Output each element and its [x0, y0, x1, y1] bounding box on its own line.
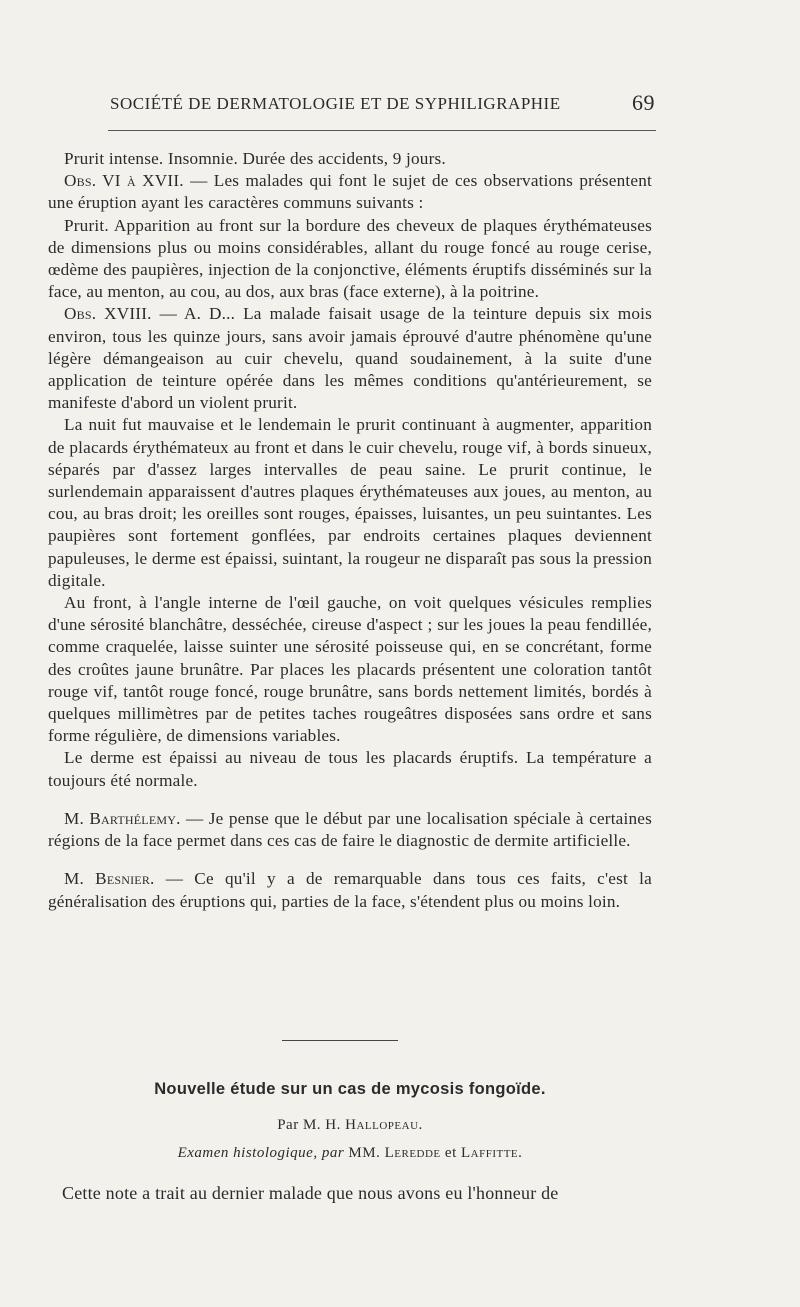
byline-histology-and: et	[440, 1145, 461, 1161]
paragraph-besnier	[48, 868, 652, 912]
byline-author: Hallopeau.	[345, 1117, 423, 1133]
speaker-name: Barthélemy.	[89, 808, 181, 828]
speaker-prefix: M.	[64, 808, 90, 828]
paragraph-text: — Je pense que le début par une localisation spéciale à certaines régions de la face permet dans ces cas de faire le diagnostic de dermite artificielle.	[48, 808, 652, 851]
paragraph-obs-6-17	[48, 170, 652, 214]
byline-prefix: Par M. H.	[277, 1117, 346, 1133]
section-first-line: Cette note a trait au dernier malade que nous avons eu l'honneur de	[62, 1183, 559, 1203]
obs-label: Obs. XVIII.	[64, 304, 152, 324]
obs-label: Obs. VI à XVII.	[64, 171, 184, 191]
header-rule	[108, 130, 656, 131]
paragraph-text: — A. D... La malade faisait usage de la teinture depuis six mois environ, tous les quinze jours, sans avoir jamais éprouvé d'autre phénomène qu'une légère démangeaison au cuir chevelu, quand soudainement, à la suite d'une application de teinture opérée dans les mêmes conditions qu'antérieurement, se manifeste d'abord un violent prurit.	[48, 304, 652, 413]
section-title: Nouvelle étude sur un cas de mycosis fongoïde.	[154, 1080, 546, 1098]
byline-histology-label: Examen histologique, par	[177, 1145, 345, 1161]
paragraph-text: — Ce qu'il y a de remarquable dans tous ces faits, c'est la généralisation des éruptions qui, parties de la face, s'étendent plus ou moins loin.	[48, 869, 652, 911]
paragraph-gap	[48, 792, 652, 808]
paragraph-night: La nuit fut mauvaise et le lendemain le prurit continuant à augmenter, apparition de placards érythémateux au front et dans le cuir chevelu, rouge vif, à bords sinueux, séparés par d'assez larges intervalles de peau saine. Le prurit continue, le surlendemain apparaissent d'autres plaques érythémateuses aux joues, au menton, au cou, au bras droit; les oreilles sont rouges, épaisses, luisantes, un peu suintantes. Les paupières sont fortement gonflées, par endroits certaines plaques deviennent papuleuses, le derme est épaissi, suintant, la rougeur ne disparaît pas sous la pression digitale.	[48, 415, 652, 590]
page-number: 69	[632, 90, 655, 115]
speaker-prefix: M.	[64, 869, 96, 889]
running-head	[110, 90, 655, 120]
paragraph-derme: Le derme est épaissi au niveau de tous les placards éruptifs. La température a toujours été normale.	[48, 748, 652, 790]
paragraph-text: — Les malades qui font le sujet de ces observations présentent une éruption ayant les caractères communs suivants :	[48, 171, 653, 213]
byline-histology-author-2: Laffitte.	[460, 1145, 523, 1161]
speaker-name: Besnier.	[95, 869, 155, 889]
running-title: SOCIÉTÉ DE DERMATOLOGIE ET DE SYPHILIGRAPHIE	[110, 94, 561, 113]
paragraph-barthelemy	[48, 808, 652, 852]
body-text	[48, 148, 652, 913]
paragraph-gap	[48, 852, 652, 868]
byline	[48, 1117, 652, 1134]
section-divider	[282, 1040, 398, 1041]
byline-histology-author-1: Leredde	[384, 1145, 441, 1161]
byline-histology	[48, 1145, 652, 1162]
paragraph-obs-18	[48, 303, 652, 414]
paragraph-front: Au front, à l'angle interne de l'œil gauche, on voit quelques vésicules remplies d'une sérosité blanchâtre, desséchée, cireuse d'aspect ; sur les joues la peau fendillée, comme craquelée, laisse suinter une sérosité poisseuse qui, en se concrétant, forme des croûtes jaune brunâtre. Par places les placards présentent une coloration tantôt rouge vif, tantôt rouge foncé, rouge brunâtre, sans bords nettement limités, bordés à quelques millimètres par de petites taches rougeâtres disposées sans ordre et sans forme régulière, de dimensions variables.	[48, 593, 652, 746]
paragraph-symptoms: Prurit. Apparition au front sur la bordure des cheveux de plaques érythémateuses de dimensions plus ou moins considérables, allant du rouge foncé au rouge cerise, œdème des paupières, injection de la conjonctive, éléments éruptifs disséminés sur la face, au menton, au cou, au dos, aux bras (face externe), à la poitrine.	[48, 215, 652, 302]
paragraph-prurit: Prurit intense. Insomnie. Durée des accidents, 9 jours.	[64, 149, 446, 168]
byline-histology-prefix: MM.	[344, 1145, 385, 1161]
